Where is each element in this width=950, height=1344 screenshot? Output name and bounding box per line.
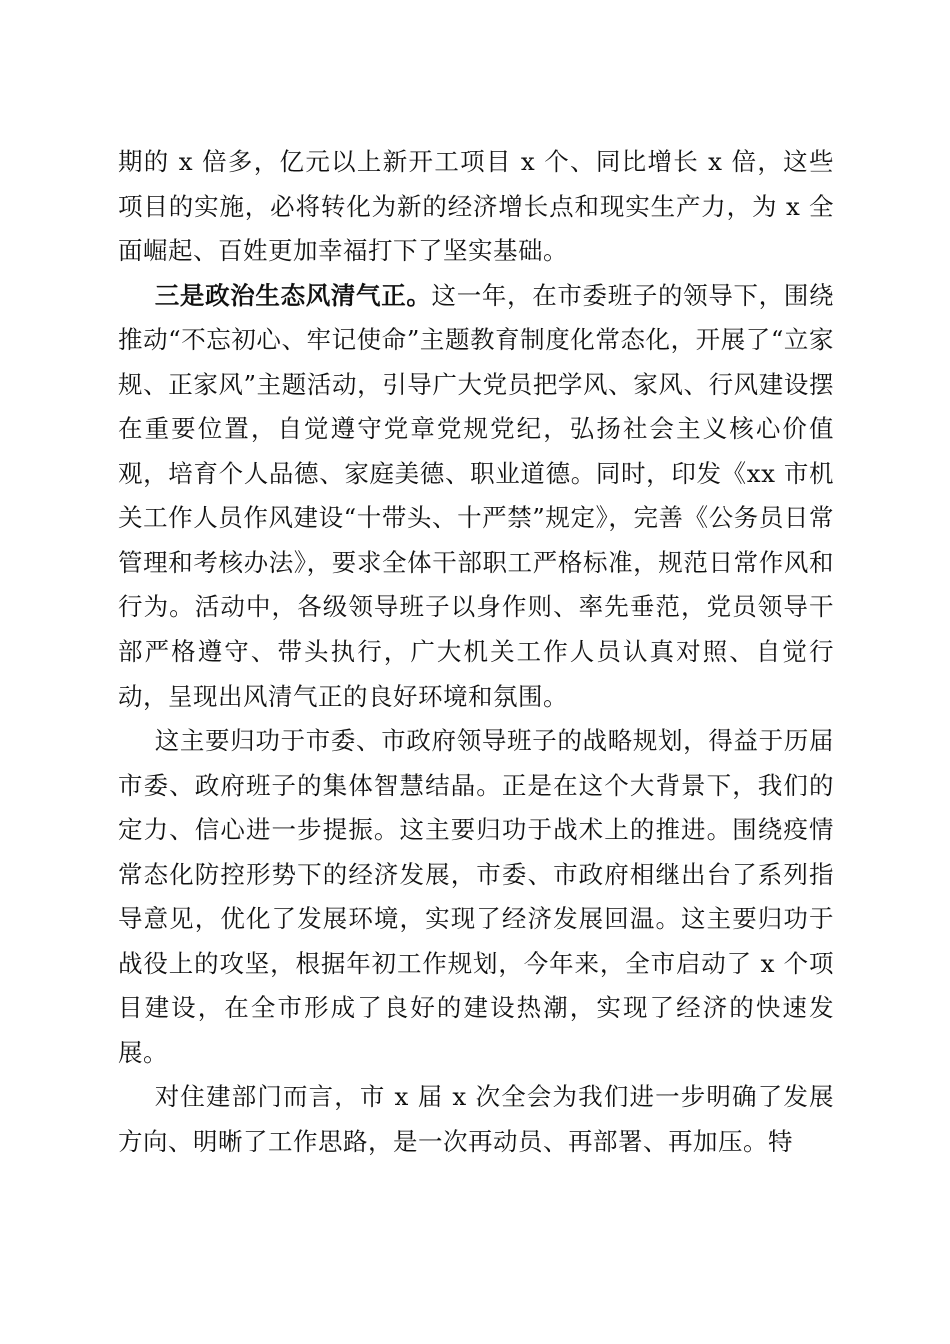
paragraph-4-text: 对住建部门而言，市 x 届 x 次全会为我们进一步明确了发展方向、明晰了工作思路，是一次再动员、再部署、再加压。特	[118, 1082, 834, 1157]
body-text	[118, 140, 834, 1165]
paragraph-1-text: 期的 x 倍多，亿元以上新开工项目 x 个、同比增长 x 倍，这些项目的实施，必将转化为新的经济增长点和现实生产力，为 x 全面崛起、百姓更加幸福打下了坚实基础。	[118, 147, 834, 266]
paragraph-2-text: 这一年，在市委班子的领导下，围绕推动“不忘初心、牢记使命”主题教育制度化常态化，开展了“立家规、正家风”主题活动，引导广大党员把学风、家风、行风建设摆在重要位置，自觉遵守党章党规党纪，弘扬社会主义核心价值观，培育个人品德、家庭美德、职业道德。同时，印发《xx 市机关工作人员作风建设“十带头、十严禁”规定》，完善《公务员日常管理和考核办法》，要求全体干部职工严格标准，规范日常作风和行为。活动中，各级领导班子以身作则、率先垂范，党员领导干部严格遵守、带头执行，广大机关工作人员认真对照、自觉行动，呈现出风清气正的良好环境和氛围。	[118, 280, 834, 711]
paragraph-2-heading: 三是政治生态风清气正。	[154, 280, 432, 310]
paragraph-4	[118, 1075, 834, 1164]
paragraph-2	[118, 274, 834, 719]
paragraph-3-text: 这主要归功于市委、市政府领导班子的战略规划，得益于历届市委、政府班子的集体智慧结晶。正是在这个大背景下，我们的定力、信心进一步提振。这主要归功于战术上的推进。围绕疫情常态化防控形势下的经济发展，市委、市政府相继出台了系列指导意见，优化了发展环境，实现了经济发展回温。这主要归功于战役上的攻坚，根据年初工作规划，今年来，全市启动了 x 个项目建设，在全市形成了良好的建设热潮，实现了经济的快速发展。	[118, 726, 834, 1067]
paragraph-3	[118, 719, 834, 1075]
paragraph-1	[118, 140, 834, 274]
